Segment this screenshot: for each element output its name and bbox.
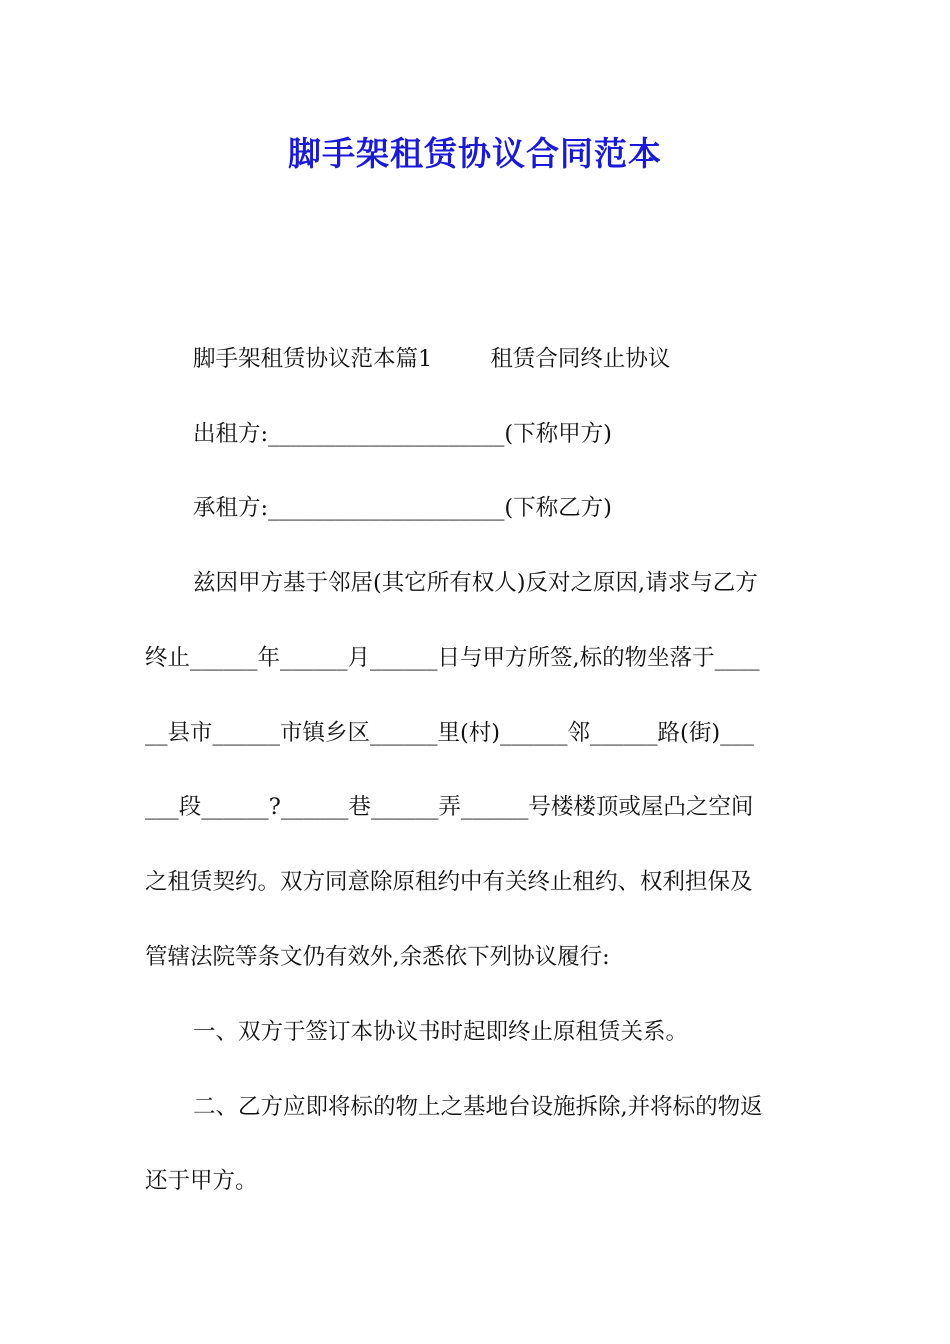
lessee-line: 承租方:_____________________(下称乙方) — [193, 495, 612, 521]
paragraph-line: 之租赁契约。双方同意除原租约中有关终止租约、权利担保及 — [145, 869, 753, 895]
heading-right: 租赁合同终止协议 — [490, 346, 671, 372]
document-title: 脚手架租赁协议合同范本 — [288, 134, 662, 173]
clause-2-continued: 还于甲方。 — [145, 1168, 258, 1194]
heading-left: 脚手架租赁协议范本篇1 — [193, 346, 433, 372]
paragraph-line: ___段______?______巷______弄______号楼楼顶或屋凸之空间 — [145, 794, 754, 820]
paragraph-line: 终止______年______月______日与甲方所签,标的物坐落于____ — [145, 645, 760, 671]
section-heading — [193, 342, 810, 376]
paragraph-line: 管辖法院等条文仍有效外,余悉依下列协议履行: — [145, 944, 610, 970]
lessor-line: 出租方:_____________________(下称甲方) — [193, 421, 612, 447]
clause-2: 二、乙方应即将标的物上之基地台设施拆除,并将标的物返 — [193, 1094, 763, 1120]
paragraph-line: 兹因甲方基于邻居(其它所有权人)反对之原因,请求与乙方 — [193, 570, 758, 596]
paragraph-line: __县市______市镇乡区______里(村)______邻______路(街)___ — [145, 720, 754, 746]
clause-1: 一、双方于签订本协议书时起即终止原租赁关系。 — [193, 1019, 689, 1045]
